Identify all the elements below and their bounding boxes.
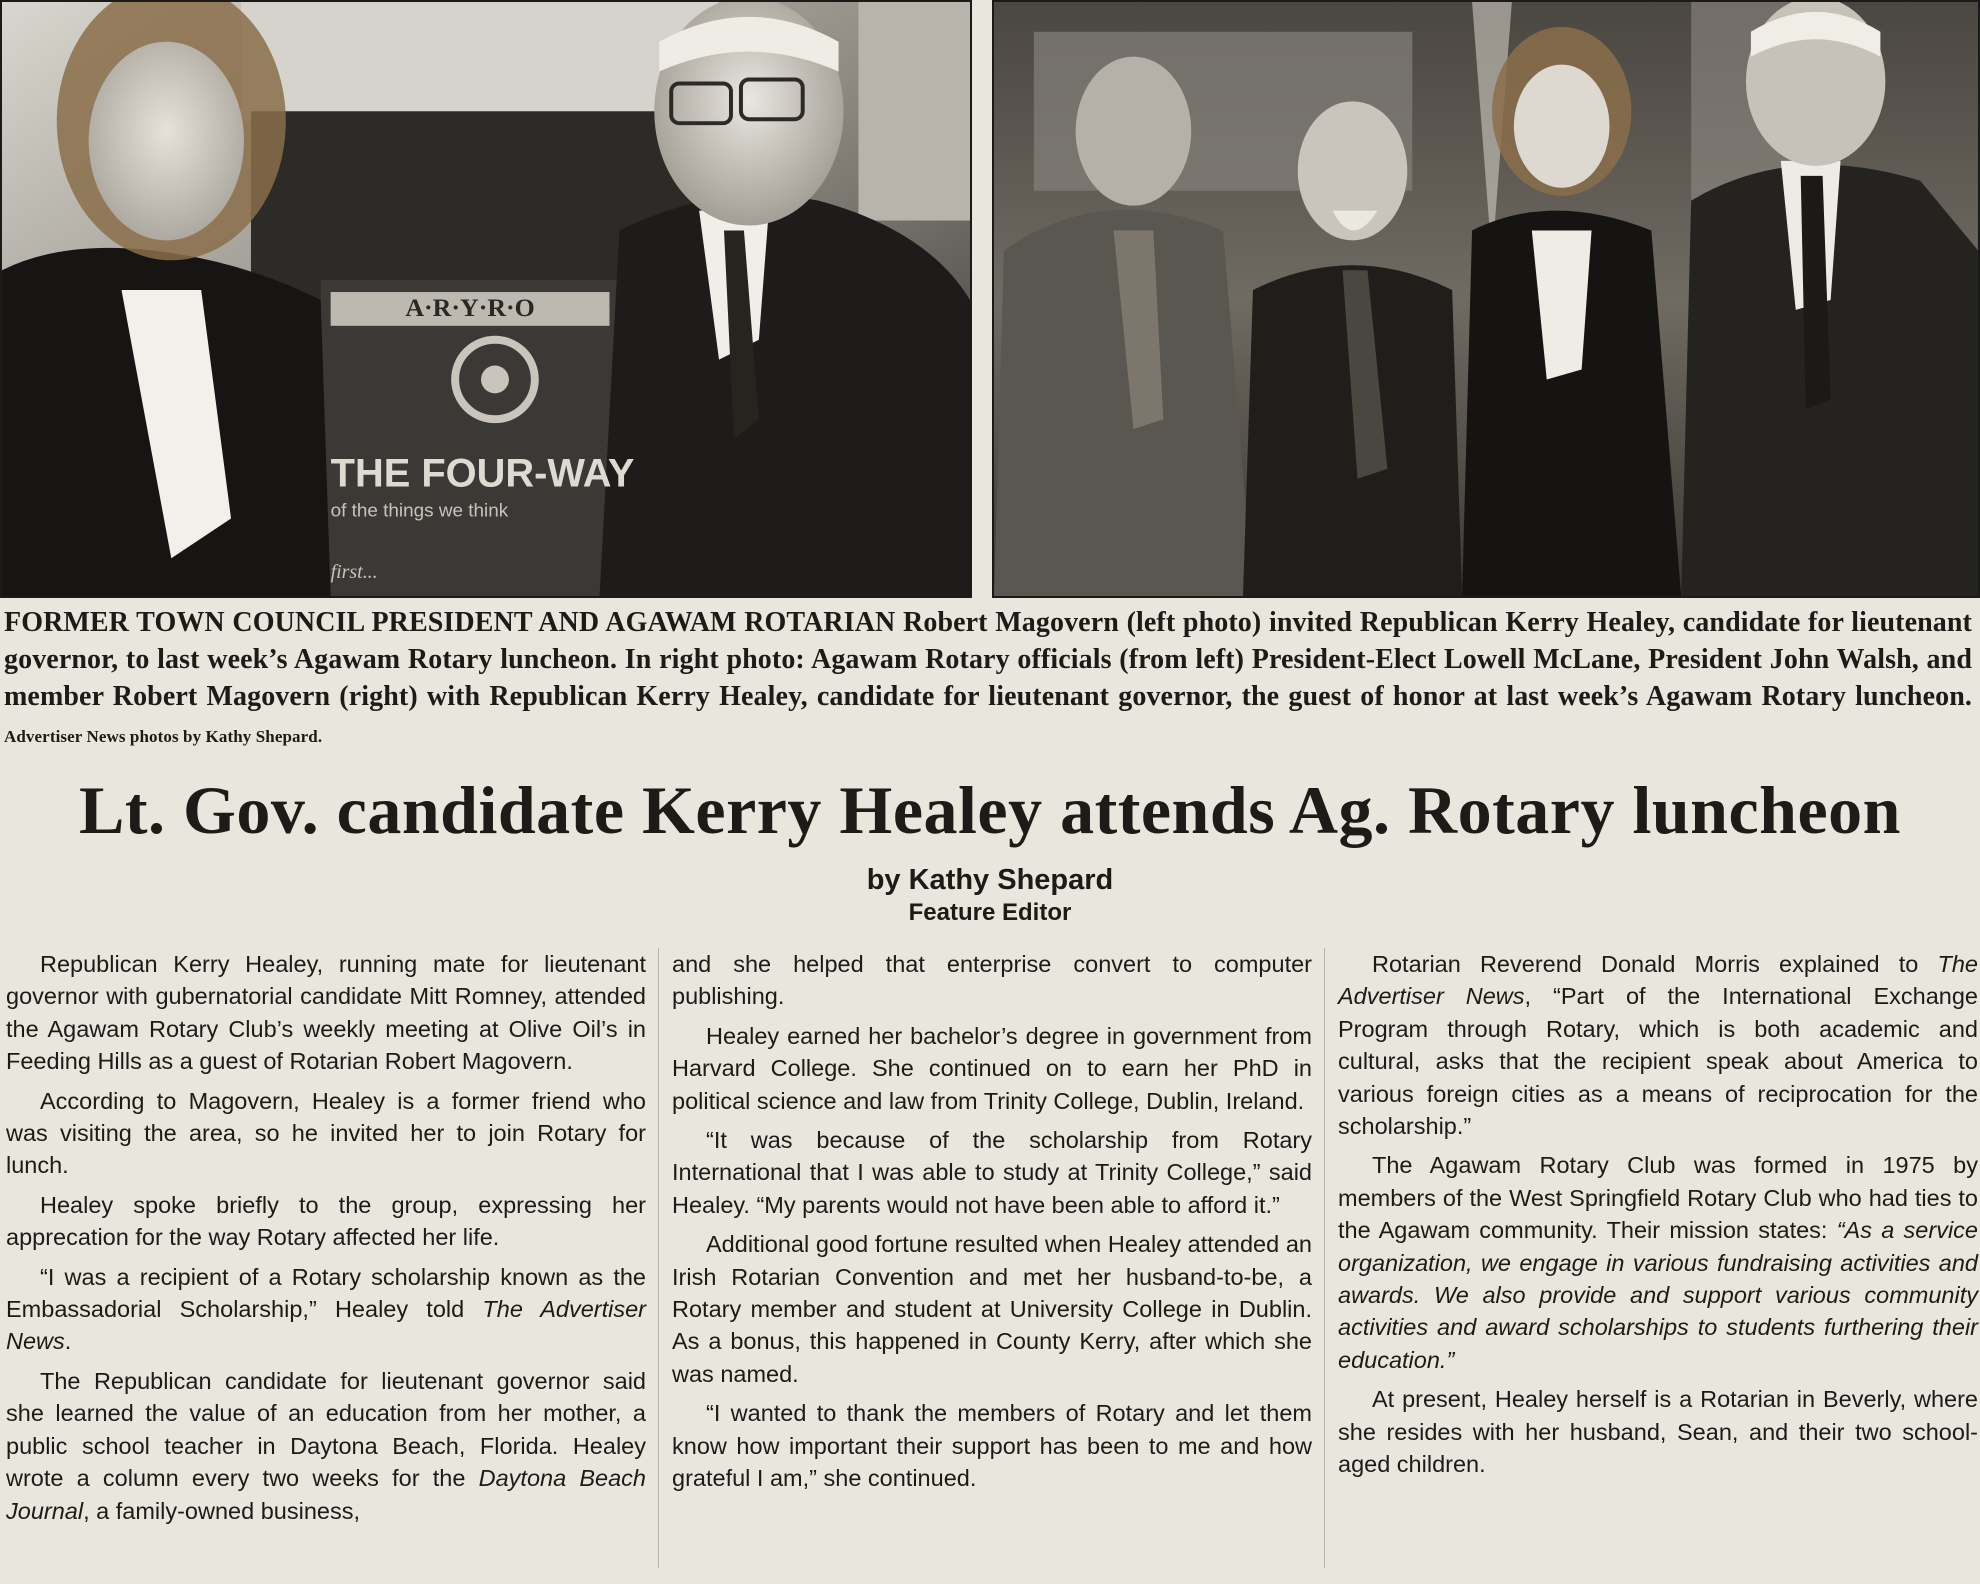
column-divider	[658, 948, 659, 1568]
paragraph-text: Rotarian Reverend Donald Morris explained to	[1372, 951, 1938, 977]
paragraph	[1338, 948, 1978, 1142]
paragraph-text: .	[64, 1328, 72, 1355]
paragraph-text: “I was a recipient of a Rotary scholarship known as the Embassadorial Scholarship,” Healey told	[6, 1263, 646, 1323]
caption-lead: FORMER TOWN COUNCIL PRESIDENT AND AGAWAM ROTARIAN	[4, 607, 896, 638]
photo-right-image	[994, 2, 1978, 596]
publication-name: The Advertiser News	[1338, 951, 1978, 1010]
paragraph: Healey spoke briefly to the group, expressing her apprecation for the way Rotary affected her life.	[6, 1191, 646, 1251]
article-column-3	[1338, 948, 1978, 1488]
mission-statement: “As a service organization, we engage in various fundraising activities and awards. We also provide and support various community activities and award scholarships to students furthering their education.”	[1338, 1217, 1978, 1373]
paragraph: Republican Kerry Healey, running mate for lieutenant governor with gubernatorial candidate Mitt Romney, attended the Agawam Rotary Club’s weekly meeting at Olive Oil’s in Feeding Hills as a guest of Rotarian Robert Magovern.	[6, 951, 646, 1075]
paragraph: Additional good fortune resulted when Healey attended an Irish Rotarian Convention and met her husband-to-be, a Rotary member and student at University College in Dublin. As a bonus, this happened in County Kerry, after which she was named.	[672, 1231, 1312, 1387]
banner-letters: A·R·Y·R·O	[405, 292, 535, 322]
paragraph	[6, 1365, 646, 1527]
headline: Lt. Gov. candidate Kerry Healey attends Ag. Rotary luncheon	[79, 772, 1901, 848]
paragraph: “It was because of the scholarship from Rotary International that I was able to study at Trinity College,” said Healey. “My parents would not have been able to afford it.”	[672, 1127, 1312, 1218]
paragraph: “I wanted to thank the members of Rotary and let them know how important their support has been to me and how grateful I am,” she continued.	[672, 1400, 1312, 1492]
byline-role: Feature Editor	[908, 899, 1072, 926]
paragraph-text: , a family-owned business,	[83, 1497, 360, 1524]
paragraph: At present, Healey herself is a Rotarian in Beverly, where she resides with her husband, Sean, and their two school-aged children.	[1338, 1386, 1978, 1478]
sign-first: first...	[330, 561, 378, 584]
sign-subtitle: of the things we think	[330, 500, 509, 522]
photo-right	[992, 0, 1980, 598]
caption-body: Robert Magovern (left photo) invited Republican Kerry Healey, candidate for lieutenant governor, to last week’s Agawam Rotary luncheon. In right photo: Agawam Rotary officials (from left) President-Elect Lowell McLane, President John Walsh, and member Robert Magovern (right) with Republican Kerry Healey, candidate for lieutenant governor, the guest of honor at last week’s Agawam Rotary luncheon.	[4, 607, 1972, 712]
paragraph	[6, 1261, 646, 1358]
paragraph: According to Magovern, Healey is a former friend who was visiting the area, so he invited her to join Rotary for lunch.	[6, 1087, 646, 1179]
paragraph: and she helped that enterprise convert to computer publishing.	[672, 951, 1312, 1010]
paragraph	[1338, 1149, 1978, 1376]
sign-title: THE FOUR-WAY	[330, 451, 635, 496]
paragraph-text: , “Part of the International Exchange Program through Rotary, which is both academic and cultural, asks that the recipient speak about America to various foreign cities as a means of reciprocation for the scholarship.”	[1338, 983, 1979, 1140]
paragraph-text: The Agawam Rotary Club was formed in 1975 by members of the West Springfield Rotary Club who had ties to the Agawam community. Their mission states:	[1338, 1152, 1978, 1244]
byline	[0, 862, 1980, 928]
caption-credit: Advertiser News photos by Kathy Shepard.	[4, 727, 323, 746]
column-divider	[1324, 948, 1325, 1568]
photo-left	[0, 0, 972, 598]
article-column-2	[672, 948, 1312, 1502]
photo-caption	[4, 604, 1972, 755]
paragraph: Healey earned her bachelor’s degree in government from Harvard College. She continued on to earn her PhD in political science and law from Trinity College, Dublin, Ireland.	[672, 1022, 1312, 1114]
paragraph-text: The Republican candidate for lieutenant governor said she learned the value of an education from her mother, a public school teacher in Daytona Beach, Florida. Healey wrote a column every two weeks for the	[6, 1367, 646, 1492]
publication-name: Daytona Beach Journal	[6, 1465, 646, 1524]
publication-name: The Advertiser News	[6, 1296, 646, 1355]
photo-left-image	[2, 2, 970, 596]
article-column-1	[6, 948, 646, 1534]
byline-author: by Kathy Shepard	[866, 864, 1114, 896]
